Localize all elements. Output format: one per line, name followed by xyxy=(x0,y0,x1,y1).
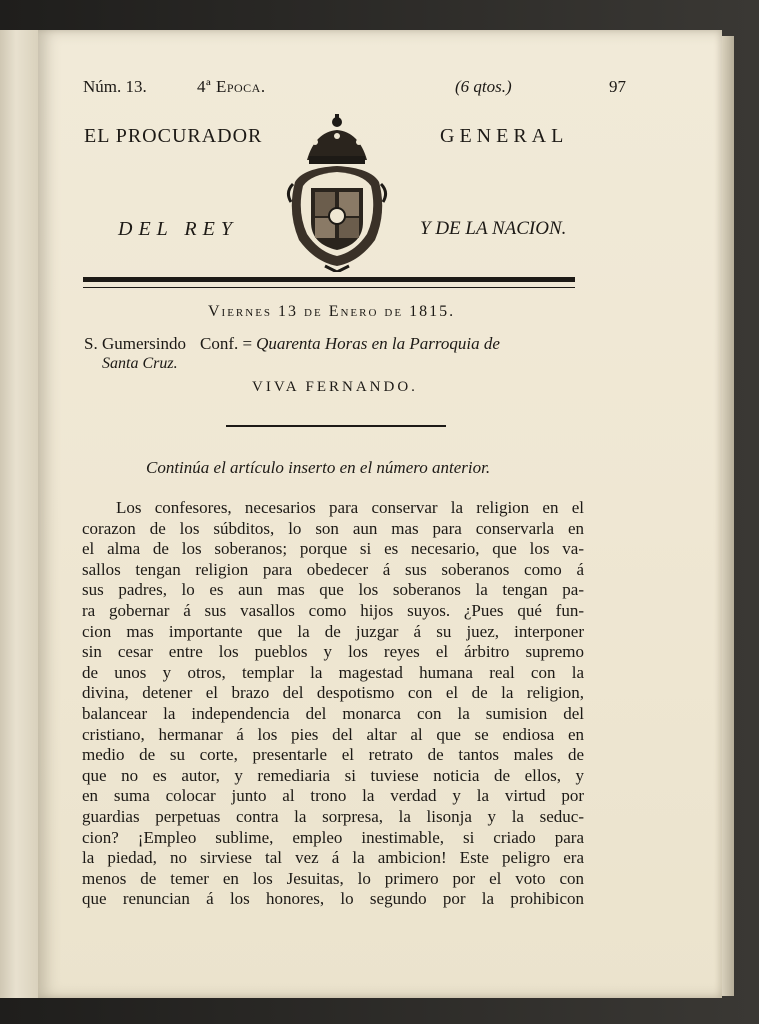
article-line: corazon de los súbditos, lo son aun mas para conservarla en xyxy=(82,518,584,538)
article-line: balancear la independencia del monarca con la sumision del xyxy=(82,703,584,723)
newspaper-page xyxy=(38,30,722,998)
quarters-label: (6 qtos.) xyxy=(455,77,512,96)
saint-name: S. Gumersindo xyxy=(84,334,186,353)
article-line: menos de temer en los Jesuitas, lo primero por el voto con xyxy=(82,868,584,888)
masthead-title-left: EL PROCURADOR xyxy=(84,125,263,147)
article-line: cion mas importante que la de juzgar á su juez, interponer xyxy=(82,621,584,641)
devotion-text: Quarenta Horas en la Parroquia de xyxy=(256,334,500,353)
article-line: sallos tengan religion para obedecer á sus soberanos como á xyxy=(82,559,584,579)
masthead-rule-thick xyxy=(83,277,575,282)
article-line: divina, detener el brazo del despotismo con el de la religion, xyxy=(82,683,584,703)
article-line: guardias perpetuas contra la sorpresa, la lisonja y la seduc- xyxy=(82,806,584,826)
issue-number: Núm. 13. xyxy=(83,77,147,96)
article-line: de unos y otros, templar la magestad humana real con la xyxy=(82,662,584,682)
confessor-label: Conf. = xyxy=(200,334,253,353)
article-line: cristiano, hermanar á los pies del altar al que se endiosa en xyxy=(82,724,584,744)
devotion-continuation: Santa Cruz. xyxy=(102,355,178,372)
article-line: sin cesar entre los pueblos y los reyes el árbitro supremo xyxy=(82,642,584,662)
book-gutter-edge xyxy=(0,30,41,998)
article-line: el alma de los soberanos; porque si es necesario, que los va- xyxy=(82,539,584,559)
article-line: sus padres, lo es aun mas que los soberanos la tengan pa- xyxy=(82,580,584,600)
article-line: que renuncian á los honores, lo segundo por la prohibicon xyxy=(82,889,584,909)
article-line: la piedad, no sirviese tal vez á la ambicion! Este peligro era xyxy=(82,848,584,868)
article-heading: Continúa el artículo inserto en el número anterior. xyxy=(146,458,491,477)
motto: VIVA FERNANDO. xyxy=(252,379,418,395)
masthead-title-right: GENERAL xyxy=(440,125,569,147)
article-body xyxy=(82,498,584,910)
article-line: Los confesores, necesarios para conservar la religion en el xyxy=(116,498,584,517)
saint-of-the-day xyxy=(84,334,500,354)
article-line: en suma colocar junto al trono la verdad y la virtud por xyxy=(82,786,584,806)
article-line: ra gobernar á sus vasallos como hijos suyos. ¿Pues qué fun- xyxy=(82,600,584,620)
section-divider xyxy=(226,425,446,427)
page-number: 97 xyxy=(609,77,626,96)
page-fore-edge xyxy=(722,36,734,996)
running-header xyxy=(83,77,682,101)
masthead-subtitle-right: Y DE LA NACION. xyxy=(420,218,567,239)
epoch-label: 4ª Epoca. xyxy=(197,77,266,96)
royal-coat-of-arms-icon xyxy=(285,112,389,272)
masthead-rule-thin xyxy=(83,287,575,288)
masthead-subtitle-left: DEL REY xyxy=(118,218,238,240)
article-line: cion? ¡Empleo sublime, empleo inestimable, si criado para xyxy=(82,827,584,847)
article-line: medio de su corte, presentarle el retrato de tantos males de xyxy=(82,745,584,765)
issue-date: Viernes 13 de Enero de 1815. xyxy=(208,303,456,320)
article-line: que no es autor, y remediaria si tuviese noticia de ellos, y xyxy=(82,765,584,785)
